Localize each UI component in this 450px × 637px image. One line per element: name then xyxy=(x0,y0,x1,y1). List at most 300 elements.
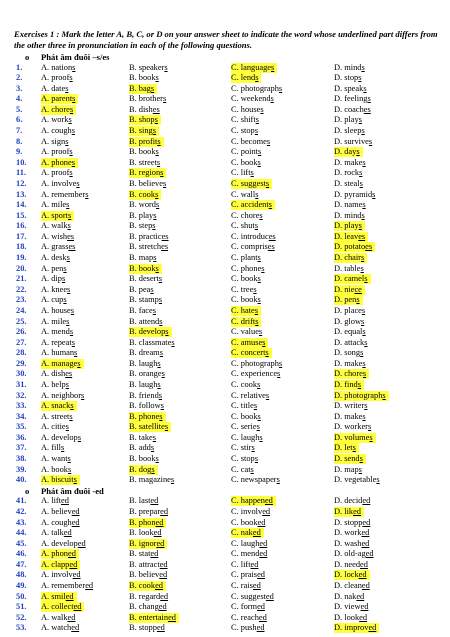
underlined-ending: s xyxy=(152,432,156,442)
underlined-ending: ed xyxy=(358,570,367,580)
answer-option-a: A. wants xyxy=(41,454,71,464)
answer-option-b: B. adds xyxy=(129,443,155,453)
question-row xyxy=(0,211,450,221)
answer-option-d: D. stops xyxy=(334,73,362,83)
answer-option-a: A. coughed xyxy=(41,517,80,527)
underlined-ending: s xyxy=(151,464,155,474)
underlined-ending: s xyxy=(161,369,165,379)
question-row xyxy=(0,380,450,390)
answer-option-a: A. walked xyxy=(41,612,76,622)
question-number: 29. xyxy=(16,358,27,368)
answer-option-b: B. magazines xyxy=(129,475,175,485)
underlined-ending: s xyxy=(68,210,72,220)
underlined-ending: s xyxy=(71,126,75,136)
answer-option-c: C. formed xyxy=(231,602,265,612)
underlined-ending: s xyxy=(152,126,157,136)
question-row xyxy=(0,412,450,422)
underlined-ending: s xyxy=(69,411,73,421)
underlined-ending: s xyxy=(363,83,367,93)
underlined-ending: s xyxy=(71,157,75,167)
underlined-ending: s xyxy=(361,305,366,315)
underlined-ending: s xyxy=(157,358,161,368)
answer-option-b: B. peas xyxy=(129,284,154,294)
answer-option-c: C. suggested xyxy=(231,591,274,601)
answer-option-a: A. books xyxy=(41,464,72,474)
underlined-ending: es xyxy=(365,242,373,252)
question-number: 41. xyxy=(16,496,27,506)
answer-option-b: B. attends xyxy=(129,316,163,326)
underlined-ending: s xyxy=(261,263,265,273)
underlined-ending: s xyxy=(361,126,365,136)
answer-option-a: A. mends xyxy=(41,327,74,337)
answer-option-b: B. practices xyxy=(129,231,169,241)
answer-option-d: D. tables xyxy=(334,263,364,273)
question-row xyxy=(0,327,450,337)
answer-option-a: A. miles xyxy=(41,200,70,210)
question-row xyxy=(0,242,450,252)
answer-option-a: A. involves xyxy=(41,178,80,188)
answer-option-a: A. remembers xyxy=(41,189,89,199)
section-title: Phát âm đuôi –s/es xyxy=(41,52,110,62)
question-row xyxy=(0,200,450,210)
question-number: 9. xyxy=(16,147,23,157)
section-title: Phát âm đuôi -ed xyxy=(41,485,104,496)
answer-option-a: A. walks xyxy=(41,221,71,231)
underlined-ending: s xyxy=(156,157,161,167)
underlined-ending: s xyxy=(164,422,169,432)
underlined-ending: ed xyxy=(159,570,168,580)
question-number: 8. xyxy=(16,136,23,146)
answer-option-b: B. books xyxy=(129,73,159,83)
underlined-ending: ed xyxy=(168,612,176,622)
underlined-ending: s xyxy=(61,443,65,453)
underlined-ending: es xyxy=(67,231,75,241)
answer-option-a: A. dates xyxy=(41,83,69,93)
answer-option-a: A. fills xyxy=(41,443,65,453)
underlined-ending: s xyxy=(364,337,368,347)
answer-option-d: D. writers xyxy=(334,401,368,411)
answer-option-a: A. smiled xyxy=(41,592,77,602)
underlined-ending: s xyxy=(257,274,261,284)
answer-option-c: C. stirs xyxy=(231,443,255,453)
answer-option-a: A. phoned xyxy=(41,549,79,559)
underlined-ending: s xyxy=(72,62,76,72)
question-row xyxy=(0,549,450,559)
answer-option-a: A. coughs xyxy=(41,126,75,136)
answer-option-a: A. streets xyxy=(41,411,73,421)
underlined-ending: s xyxy=(250,168,254,178)
underlined-ending: s xyxy=(65,83,69,93)
answer-option-c: C. laughed xyxy=(231,538,268,548)
underlined-ending: s xyxy=(266,136,271,146)
underlined-ending: s xyxy=(254,221,259,231)
answer-option-a: A. watched xyxy=(41,623,80,633)
answer-option-c: C. languages xyxy=(231,63,277,73)
answer-option-b: B. streets xyxy=(129,157,161,167)
answer-option-c: C. laughs xyxy=(231,432,263,442)
answer-option-c: C. lifted xyxy=(231,559,259,569)
underlined-ending: es xyxy=(267,242,275,252)
underlined-ending: s xyxy=(369,432,373,442)
answer-option-c: C. shuts xyxy=(231,221,259,231)
underlined-ending: s xyxy=(70,401,74,411)
underlined-ending: s xyxy=(361,62,365,72)
answer-option-d: D. naked xyxy=(334,591,365,601)
underlined-ending: s xyxy=(65,379,69,389)
underlined-ending: s xyxy=(277,369,281,379)
underlined-ending: ed xyxy=(160,591,169,601)
answer-option-a: A. clapped xyxy=(41,560,80,570)
answer-option-b: B. friends xyxy=(129,390,163,400)
underlined-ending: s xyxy=(265,178,270,188)
underlined-ending: s xyxy=(376,475,380,485)
answer-option-d: D. minds xyxy=(334,210,365,220)
underlined-ending: s xyxy=(257,295,261,305)
underlined-ending: s xyxy=(154,115,158,125)
underlined-ending: ed xyxy=(85,581,94,590)
question-number: 14. xyxy=(16,200,27,210)
question-number: 12. xyxy=(16,178,27,188)
answer-option-d: D. camels xyxy=(334,274,371,284)
question-number: 34. xyxy=(16,411,27,421)
answer-option-b: B. regions xyxy=(129,168,166,178)
answer-option-a: A. talked xyxy=(41,528,72,538)
underlined-ending: s xyxy=(152,221,156,231)
answer-option-b: B. stamps xyxy=(129,295,163,305)
answer-option-d: D. chores xyxy=(334,369,369,379)
answer-option-c: C. drifts xyxy=(231,317,261,327)
answer-option-b: B. stretches xyxy=(129,242,169,252)
answer-option-b: B. books xyxy=(129,454,159,464)
underlined-ending: s xyxy=(150,443,155,453)
answer-option-d: D. lets xyxy=(334,443,359,453)
underlined-ending: s xyxy=(257,379,261,389)
underlined-ending: ed xyxy=(257,602,265,612)
underlined-ending: s xyxy=(158,390,163,400)
underlined-ending: s xyxy=(159,411,163,421)
underlined-ending: ce xyxy=(354,284,362,294)
answer-option-c: C. weekends xyxy=(231,94,274,104)
answer-option-c: C. stops xyxy=(231,454,259,464)
answer-option-c: C. lends xyxy=(231,73,261,83)
underlined-ending: s xyxy=(164,62,168,72)
underlined-ending: s xyxy=(360,348,364,358)
answer-option-d: D. decided xyxy=(334,496,371,506)
question-number: 17. xyxy=(16,231,27,241)
question-row xyxy=(0,518,450,528)
answer-option-b: B. stated xyxy=(129,549,159,559)
underlined-ending: s xyxy=(77,432,82,442)
underlined-ending: s xyxy=(361,316,365,326)
answer-option-c: C. books xyxy=(231,274,261,284)
answer-option-b: B. profits xyxy=(129,137,164,147)
answer-option-b: B. classmates xyxy=(129,337,175,347)
question-row xyxy=(0,422,450,432)
answer-option-d: D. stopped xyxy=(334,517,371,527)
answer-option-b: B. speakers xyxy=(129,62,168,72)
question-number: 20. xyxy=(16,263,27,273)
underlined-ending: s xyxy=(153,253,157,263)
underlined-ending: s xyxy=(359,178,363,188)
underlined-ending: s xyxy=(259,432,263,442)
underlined-ending: s xyxy=(72,94,76,104)
question-number: 11. xyxy=(16,168,27,178)
answer-option-d: D. vegetables xyxy=(334,475,380,485)
answer-option-c: C. cats xyxy=(231,464,254,474)
underlined-ending: s xyxy=(160,401,164,411)
underlined-ending: ed xyxy=(250,559,259,569)
answer-option-c: C. pushed xyxy=(231,623,265,633)
question-row xyxy=(0,465,450,475)
answer-option-b: B. maps xyxy=(129,253,157,263)
underlined-ending: ed xyxy=(155,581,163,590)
question-row xyxy=(0,602,450,612)
underlined-ending: s xyxy=(67,284,71,294)
answer-option-d: D. maps xyxy=(334,464,362,474)
answer-option-b: B. looked xyxy=(129,528,162,538)
question-number: 7. xyxy=(16,126,23,136)
underlined-ending: ed xyxy=(361,538,370,548)
answer-option-b: B. laughs xyxy=(129,379,161,389)
answer-option-d: D. makes xyxy=(334,358,366,368)
underlined-ending: ed xyxy=(65,591,74,601)
question-number: 35. xyxy=(16,422,27,432)
answer-option-d: D. makes xyxy=(334,411,366,421)
answer-option-d: D. names xyxy=(334,200,366,210)
underlined-ending: s xyxy=(250,464,254,474)
underlined-ending: ed xyxy=(67,612,76,622)
answer-option-a: A. humans xyxy=(41,348,78,358)
question-number: 26. xyxy=(16,327,27,337)
underlined-ending: ed xyxy=(259,549,268,559)
question-row xyxy=(0,285,450,295)
answer-option-b: B. changed xyxy=(129,602,167,612)
answer-option-b: B. bags xyxy=(129,84,157,94)
underlined-ending: s xyxy=(69,168,73,178)
underlined-ending: s xyxy=(367,94,371,104)
question-row xyxy=(0,581,450,591)
answer-option-d: D. songs xyxy=(334,348,364,358)
answer-option-b: B. entertained xyxy=(129,613,179,623)
answer-option-d: D. sleeps xyxy=(334,126,365,136)
answer-option-d: D. workers xyxy=(334,422,372,432)
underlined-ending: s xyxy=(368,136,373,146)
underlined-ending: s xyxy=(362,327,366,337)
underlined-ending: s xyxy=(255,316,259,326)
question-row xyxy=(0,274,450,284)
question-row xyxy=(0,253,450,263)
answer-option-c: C. hates xyxy=(231,306,261,316)
answer-option-b: B. sings xyxy=(129,126,159,136)
question-number: 52. xyxy=(16,612,27,622)
question-row xyxy=(0,221,450,231)
question-row xyxy=(0,232,450,242)
answer-option-c: C. shifts xyxy=(231,115,259,125)
underlined-ending: ed xyxy=(72,570,81,580)
answer-option-c: C. walls xyxy=(231,189,259,199)
underlined-ending: ed xyxy=(360,602,369,612)
answer-option-a: A. dishes xyxy=(41,369,73,379)
underlined-ending: ed xyxy=(77,538,86,548)
underlined-ending: ed xyxy=(71,517,80,527)
answer-option-a: A. knees xyxy=(41,284,71,294)
underlined-ending: s xyxy=(253,284,257,294)
answer-option-c: C. introduces xyxy=(231,231,276,241)
question-number: 10. xyxy=(16,157,27,167)
answer-option-a: A. grasses xyxy=(41,242,76,252)
underlined-ending: s xyxy=(152,305,156,315)
underlined-ending: ed xyxy=(264,496,273,506)
answer-option-b: B. plays xyxy=(129,210,157,220)
answer-option-a: A. neighbors xyxy=(41,390,85,400)
underlined-ending: s xyxy=(382,390,386,400)
underlined-ending: s xyxy=(358,115,362,125)
underlined-ending: s xyxy=(156,200,160,210)
underlined-ending: s xyxy=(253,401,258,411)
underlined-ending: ed xyxy=(359,612,368,622)
underlined-ending: s xyxy=(155,147,159,157)
answer-option-d: D. liked xyxy=(334,507,364,517)
question-number: 31. xyxy=(16,379,27,389)
answer-option-c: C. concerts xyxy=(231,348,272,358)
underlined-ending: s xyxy=(155,73,159,83)
question-row xyxy=(0,317,450,327)
underlined-ending: s xyxy=(352,443,356,453)
section-bullet: o xyxy=(25,52,30,62)
question-number: 13. xyxy=(16,189,27,199)
answer-option-d: D. minds xyxy=(334,62,365,72)
answer-option-b: B. cooks xyxy=(129,190,161,200)
question-number: 16. xyxy=(16,221,27,231)
answer-option-d: D. coaches xyxy=(334,104,371,114)
answer-option-d: D. days xyxy=(334,147,363,157)
question-number: 23. xyxy=(16,295,27,305)
question-number: 43. xyxy=(16,517,27,527)
answer-option-b: B. takes xyxy=(129,432,156,442)
underlined-ending: ed xyxy=(252,581,261,590)
answer-option-c: C. mended xyxy=(231,549,268,559)
answer-option-d: D. feelings xyxy=(334,94,371,104)
underlined-ending: ed xyxy=(365,549,374,559)
answer-option-d: D. needed xyxy=(334,559,368,569)
question-row xyxy=(0,348,450,358)
answer-option-d: D. plays xyxy=(334,221,365,231)
question-row xyxy=(0,158,450,168)
answer-option-c: C. involved xyxy=(231,506,271,516)
underlined-ending: ed xyxy=(262,506,271,516)
underlined-ending: ed xyxy=(353,506,361,516)
answer-option-b: B. lasted xyxy=(129,496,159,506)
answer-option-c: C. naked xyxy=(231,528,264,538)
answer-option-d: D. speaks xyxy=(334,83,367,93)
answer-option-d: D. photographs xyxy=(334,391,389,401)
underlined-ending: s xyxy=(372,189,376,199)
underlined-ending: es xyxy=(152,104,160,114)
question-row xyxy=(0,359,450,369)
question-row xyxy=(0,147,450,157)
underlined-ending: s xyxy=(159,316,163,326)
answer-option-d: D. attacks xyxy=(334,337,368,347)
answer-option-c: C. photographs xyxy=(231,358,283,368)
answer-option-d: D. steals xyxy=(334,178,363,188)
answer-option-b: B. laughs xyxy=(129,358,161,368)
underlined-ending: s xyxy=(67,221,71,231)
underlined-ending: s xyxy=(73,475,77,485)
underlined-ending: ed xyxy=(368,623,377,633)
underlined-ending: s xyxy=(65,422,69,432)
answer-option-a: A. snacks xyxy=(41,401,77,411)
answer-option-b: B. faces xyxy=(129,305,156,315)
answer-option-b: B. cooked xyxy=(129,581,166,591)
underlined-ending: ed xyxy=(156,623,165,633)
answer-option-c: C. relatives xyxy=(231,390,270,400)
answer-option-c: C. amuses xyxy=(231,338,268,348)
answer-option-b: B. oranges xyxy=(129,369,165,379)
question-number: 1. xyxy=(16,62,23,72)
underlined-ending: s xyxy=(255,189,259,199)
answer-option-a: A. develops xyxy=(41,432,82,442)
answer-option-d: D. looked xyxy=(334,612,368,622)
question-row xyxy=(0,528,450,538)
underlined-ending: s xyxy=(67,454,71,464)
answer-option-a: A. involved xyxy=(41,570,81,580)
question-number: 27. xyxy=(16,337,27,347)
answer-option-b: B. stopped xyxy=(129,623,165,633)
underlined-ending: s xyxy=(257,157,261,167)
underlined-ending: s xyxy=(77,358,81,368)
question-row xyxy=(0,592,450,602)
answer-option-a: A. dips xyxy=(41,274,66,284)
question-row xyxy=(0,73,450,83)
answer-option-a: A. pens xyxy=(41,263,67,273)
underlined-ending: ed xyxy=(257,570,265,580)
answer-option-b: B. believed xyxy=(129,570,168,580)
question-number: 25. xyxy=(16,316,27,326)
underlined-ending: s xyxy=(270,94,274,104)
underlined-ending: s xyxy=(76,178,80,188)
underlined-ending: s xyxy=(171,337,175,347)
underlined-ending: s xyxy=(69,73,73,83)
answer-option-a: A. remembered xyxy=(41,581,94,590)
underlined-ending: s xyxy=(170,475,175,485)
underlined-ending: s xyxy=(254,305,258,315)
underlined-ending: ed xyxy=(362,517,371,527)
question-row xyxy=(0,401,450,411)
question-row xyxy=(0,369,450,379)
question-row xyxy=(0,570,450,580)
underlined-ending: ed xyxy=(256,623,265,633)
question-number: 19. xyxy=(16,253,27,263)
question-row xyxy=(0,190,450,200)
underlined-ending: s xyxy=(81,390,85,400)
underlined-ending: s xyxy=(265,348,269,358)
answer-option-c: C. happened xyxy=(231,496,276,506)
underlined-ending: ed xyxy=(361,528,370,538)
underlined-ending: s xyxy=(162,178,167,188)
answer-option-c: C. newspapers xyxy=(231,475,280,485)
question-number: 3. xyxy=(16,83,23,93)
question-row xyxy=(0,264,450,274)
answer-option-b: B. regarded xyxy=(129,591,169,601)
answer-option-d: D. equals xyxy=(334,327,366,337)
underlined-ending: ed xyxy=(158,602,167,612)
question-row xyxy=(0,338,450,348)
question-number: 47. xyxy=(16,559,27,569)
underlined-ending: s xyxy=(160,168,164,178)
underlined-ending: ed xyxy=(68,549,76,559)
underlined-ending: s xyxy=(257,253,261,263)
underlined-ending: s xyxy=(364,274,368,284)
